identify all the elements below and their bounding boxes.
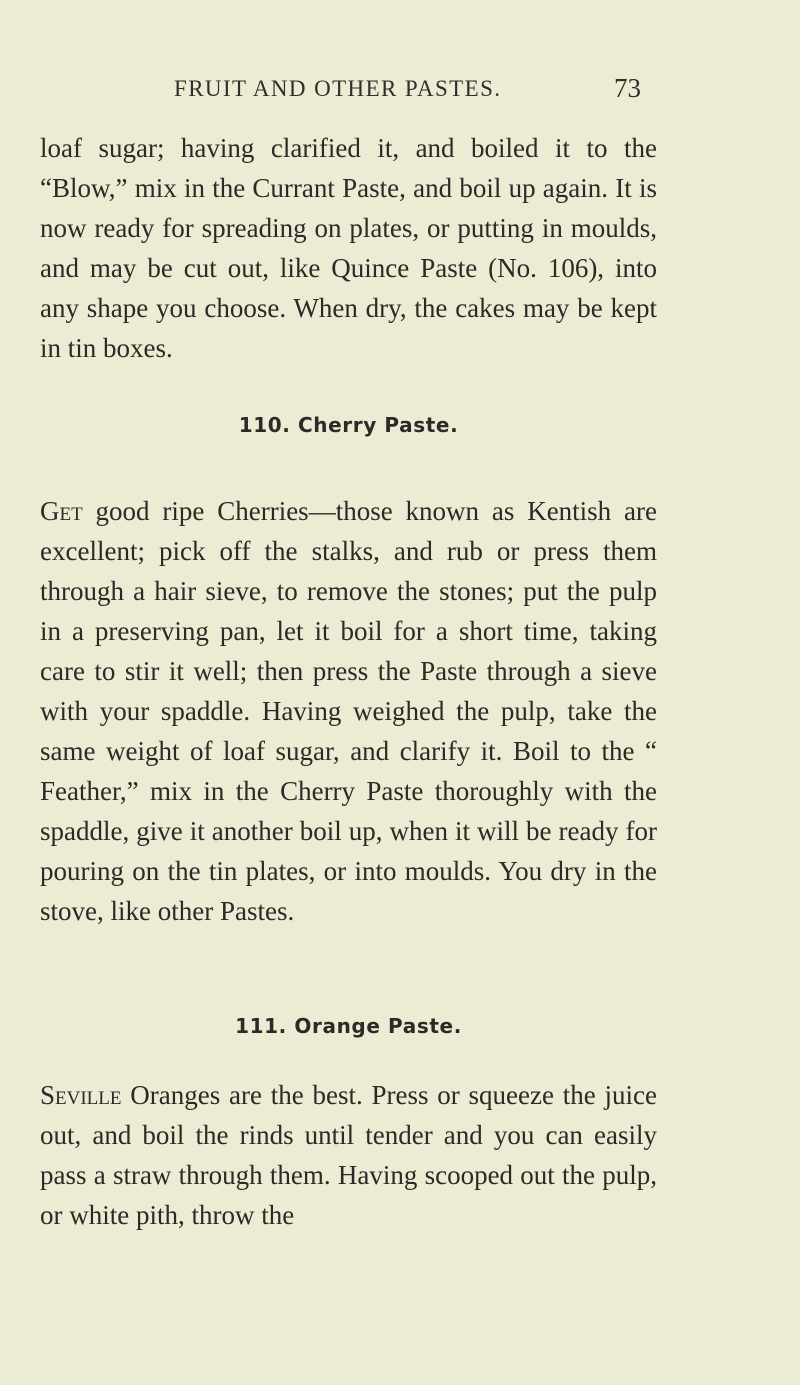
page-number: 73 [614,73,641,103]
lead-word: Get [40,496,83,526]
recipe-heading-cherry-paste: 110. Cherry Paste. [238,413,459,437]
lead-word: Seville [40,1080,122,1110]
recipe-heading-orange-paste: 111. Orange Paste. [235,1014,462,1038]
continuation-paragraph: loaf sugar; having clarified it, and boiled it to the “Blow,” mix in the Currant Paste, and boil up again. It is now ready for spreading on plates, or putting in moulds, and may be cut out, like Quince Paste (No. 106), into any shape you choose. When dry, the cakes may be kept in tin boxes. [40,133,657,363]
running-head-title: FRUIT AND OTHER PASTES. [174,76,502,101]
recipe-paragraph-orange-paste [40,1075,657,1235]
recipe-paragraph-cherry-paste [40,491,657,931]
recipe-body-text: good ripe Cherries—those known as Kentish are excellent; pick off the stalks, and rub or press them through a hair sieve, to remove the stones; put the pulp in a preserving pan, let it boil for a short time, taking care to stir it well; then press the Paste through a sieve with your spaddle. Having weighed the pulp, take the same weight of loaf sugar, and clarify it. Boil to the “ Feather,” mix in the Cherry Paste thoroughly with the spaddle, give it another boil up, when it will be ready for pouring on the tin plates, or into moulds. You dry in the stove, like other Pastes. [40,496,657,926]
recipe-body-text: Oranges are the best. Press or squeeze the juice out, and boil the rinds until tender and you can easily pass a straw through them. Having scooped out the pulp, or white pith, throw the [40,1080,657,1230]
